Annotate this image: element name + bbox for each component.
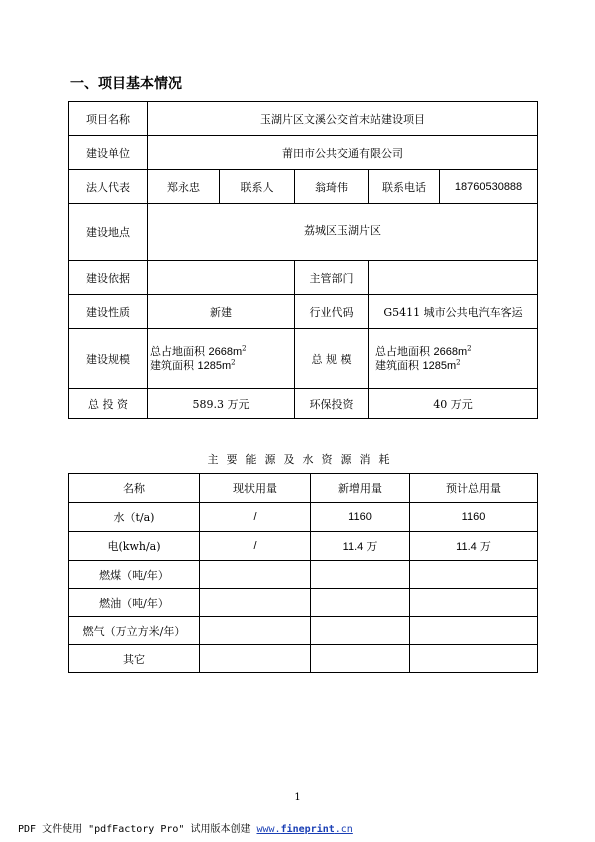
table-row (69, 503, 538, 532)
table-row (69, 532, 538, 561)
table-row (69, 645, 538, 673)
footer-text: PDF 文件使用 "pdfFactory Pro" 试用版本创建 (18, 824, 257, 835)
authority-value (369, 261, 538, 295)
total-scale-value: 总占地面积 $2668m^2$ 建筑面积 $1285m^2$ (369, 329, 538, 389)
pdf-footer (18, 820, 353, 835)
investment-label: 总 投 资 (69, 389, 148, 419)
row-new (311, 617, 410, 645)
row-new: 1160 (311, 503, 410, 532)
contact-value: 翁琦伟 (295, 170, 369, 204)
env-investment-value: 40 万元 (369, 389, 538, 419)
table-row (69, 589, 538, 617)
row-name: 水（t/a) (69, 503, 200, 532)
scale-label: 建设规模 (69, 329, 148, 389)
basis-label: 建设依据 (69, 261, 148, 295)
row-new (311, 589, 410, 617)
basis-value (148, 261, 295, 295)
builder-label: 建设单位 (69, 136, 148, 170)
row-current: / (200, 503, 311, 532)
nature-label: 建设性质 (69, 295, 148, 329)
row-current (200, 645, 311, 673)
table-header-row (69, 474, 538, 503)
project-name-label: 项目名称 (69, 102, 148, 136)
nature-value: 新建 (148, 295, 295, 329)
table-row (69, 617, 538, 645)
row-total (410, 561, 538, 589)
env-investment-label: 环保投资 (295, 389, 369, 419)
row-name: 燃煤（吨/年） (69, 561, 200, 589)
investment-value: 589.3 万元 (148, 389, 295, 419)
row-total (410, 645, 538, 673)
location-value: 荔城区玉湖片区 (148, 204, 538, 261)
header-current: 现状用量 (200, 474, 311, 503)
authority-label: 主管部门 (295, 261, 369, 295)
builder-value: 莆田市公共交通有限公司 (148, 136, 538, 170)
row-name: 燃气（万立方米/年） (69, 617, 200, 645)
row-total (410, 617, 538, 645)
legal-rep-label: 法人代表 (69, 170, 148, 204)
project-name-value: 玉湖片区文溪公交首末站建设项目 (148, 102, 538, 136)
row-current (200, 617, 311, 645)
location-label: 建设地点 (69, 204, 148, 261)
total-scale-label: 总 规 模 (295, 329, 369, 389)
header-new: 新增用量 (311, 474, 410, 503)
header-name: 名称 (69, 474, 200, 503)
row-name: 电(kwh/a) (69, 532, 200, 561)
row-new: 11.4 万 (311, 532, 410, 561)
row-total (410, 589, 538, 617)
section-heading: 一、项目基本情况 (70, 76, 182, 92)
row-current (200, 589, 311, 617)
legal-rep-value: 郑永忠 (148, 170, 220, 204)
energy-table-title: 主要能源及水资源消耗 (207, 453, 398, 466)
table-row (69, 561, 538, 589)
row-name: 燃油（吨/年） (69, 589, 200, 617)
phone-label: 联系电话 (369, 170, 440, 204)
page-number: 1 (294, 792, 301, 803)
fineprint-link[interactable]: www.fineprint.cn (256, 824, 353, 835)
header-total: 预计总用量 (410, 474, 538, 503)
energy-consumption-table (68, 473, 538, 673)
row-new (311, 645, 410, 673)
project-info-table (68, 101, 538, 419)
row-current (200, 561, 311, 589)
phone-value: 18760530888 (440, 170, 538, 204)
industry-label: 行业代码 (295, 295, 369, 329)
scale-value: 总占地面积 $2668m^2$ 建筑面积 $1285m^2$ (148, 329, 295, 389)
row-name: 其它 (69, 645, 200, 673)
row-total: 1160 (410, 503, 538, 532)
row-current: / (200, 532, 311, 561)
row-new (311, 561, 410, 589)
contact-label: 联系人 (220, 170, 295, 204)
row-total: 11.4 万 (410, 532, 538, 561)
industry-value: G5411 城市公共电汽车客运 (369, 295, 538, 329)
